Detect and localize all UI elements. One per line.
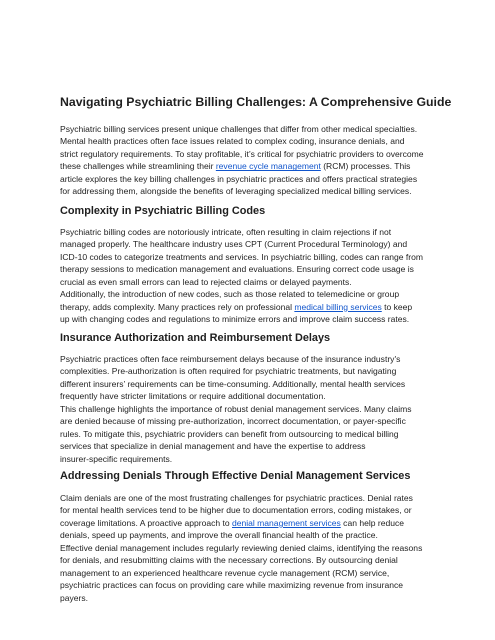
paragraph-line-with-link xyxy=(60,517,440,529)
paragraph-line: psychiatric practices can focus on providing care while maximizing revenue from insurance xyxy=(60,580,403,591)
medical-billing-services-link[interactable]: medical billing services xyxy=(294,301,382,312)
section-heading-denial-management: Addressing Denials Through Effective Denial Management Services xyxy=(60,470,411,482)
paragraph-line: article explores the key billing challenges in psychiatric practices and offers practical strategies xyxy=(60,173,418,184)
paragraph-line: ICD-10 codes to categorize treatments and services. In psychiatric billing, codes can range from xyxy=(60,251,423,262)
paragraph-line: crucial as even small errors can lead to rejected claims or delayed payments. xyxy=(60,276,352,287)
paragraph-line: Psychiatric billing codes are notoriously intricate, often resulting in claim rejections if not xyxy=(60,227,392,237)
section-heading-insurance-authorization: Insurance Authorization and Reimbursement Delays xyxy=(60,332,331,344)
text-span: can help reduce xyxy=(340,517,404,528)
paragraph-line: frequently have stricter limitations or require additional documentation. xyxy=(60,391,326,402)
paragraph-line: strict regulatory requirements. To stay profitable, it’s critical for psychiatric providers to overcome xyxy=(60,148,424,159)
intro-paragraph xyxy=(60,123,440,198)
revenue-cycle-management-link[interactable]: revenue cycle management xyxy=(215,161,321,172)
paragraph-line: managed properly. The healthcare industry uses CPT (Current Procedural Terminology) and xyxy=(60,239,408,250)
paragraph-line: management to an experienced healthcare revenue cycle management (RCM) service, xyxy=(60,567,390,578)
text-span: these challenges while streamlining their xyxy=(60,161,216,172)
text-span: (RCM) processes. This xyxy=(320,161,411,172)
paragraph-line: Mental health practices often face issues related to complex coding, insurance denials, and xyxy=(60,136,405,147)
paragraph-line: insurer-specific requirements. xyxy=(60,453,173,464)
paragraph-line: for denials, and resubmitting claims with the necessary corrections. By outsourcing denial xyxy=(60,555,398,566)
denial-management-paragraph xyxy=(60,492,440,604)
paragraph-line: for addressing them, alongside the benefits of leveraging specialized medical billing services. xyxy=(60,186,412,197)
document-title: Navigating Psychiatric Billing Challenges: A Comprehensive Guide xyxy=(60,95,452,109)
paragraph-line: services that specialize in denial management and have the expertise to address xyxy=(60,441,366,452)
paragraph-line: payers. xyxy=(60,592,89,603)
insurance-authorization-paragraph xyxy=(60,353,440,465)
text-span: coverage limitations. A proactive approach to xyxy=(60,517,232,528)
paragraph-line: for mental health services tend to be higher due to documentation errors, coding mistakes, or xyxy=(60,505,412,516)
section-heading-billing-codes: Complexity in Psychiatric Billing Codes xyxy=(60,205,266,217)
paragraph-line: Claim denials are one of the most frustrating challenges for psychiatric practices. Denial rates xyxy=(60,493,413,503)
text-span: therapy, adds complexity. Many practices rely on professional xyxy=(60,301,295,312)
paragraph-line: complexities. Pre-authorization is often required for psychiatric treatments, but navigating xyxy=(60,366,397,377)
paragraph-line-with-link xyxy=(60,160,440,172)
paragraph-line: Psychiatric practices often face reimbursement delays because of the insurance industry's xyxy=(60,354,401,364)
paragraph-line: Psychiatric billing services present unique challenges that differ from other medical specialties. xyxy=(60,124,418,134)
paragraph-line: rules. To mitigate this, psychiatric providers can benefit from outsourcing to medical billing xyxy=(60,428,399,439)
denial-management-services-link[interactable]: denial management services xyxy=(232,517,341,528)
paragraph-line: This challenge highlights the importance of robust denial management services. Many claims xyxy=(60,403,412,414)
billing-codes-paragraph xyxy=(60,226,440,326)
paragraph-line: Additionally, the introduction of new codes, such as those related to telemedicine or group xyxy=(60,289,400,300)
paragraph-line: therapy sessions to medication management and evaluations. Ensuring correct code usage is xyxy=(60,264,414,275)
paragraph-line: denials, speed up payments, and improve the overall financial health of the practice. xyxy=(60,530,378,541)
paragraph-line-with-link xyxy=(60,301,440,313)
text-span: to keep xyxy=(381,301,413,312)
paragraph-line: different insurers’ requirements can be time-consuming. Additionally, mental health services xyxy=(60,378,406,389)
paragraph-line: up with changing codes and regulations to minimize errors and improve claim success rates. xyxy=(60,314,410,325)
paragraph-line: are denied because of missing pre-authorization, incorrect documentation, or payer-specific xyxy=(60,416,406,427)
paragraph-line: Effective denial management includes regularly reviewing denied claims, identifying the reasons xyxy=(60,542,423,553)
